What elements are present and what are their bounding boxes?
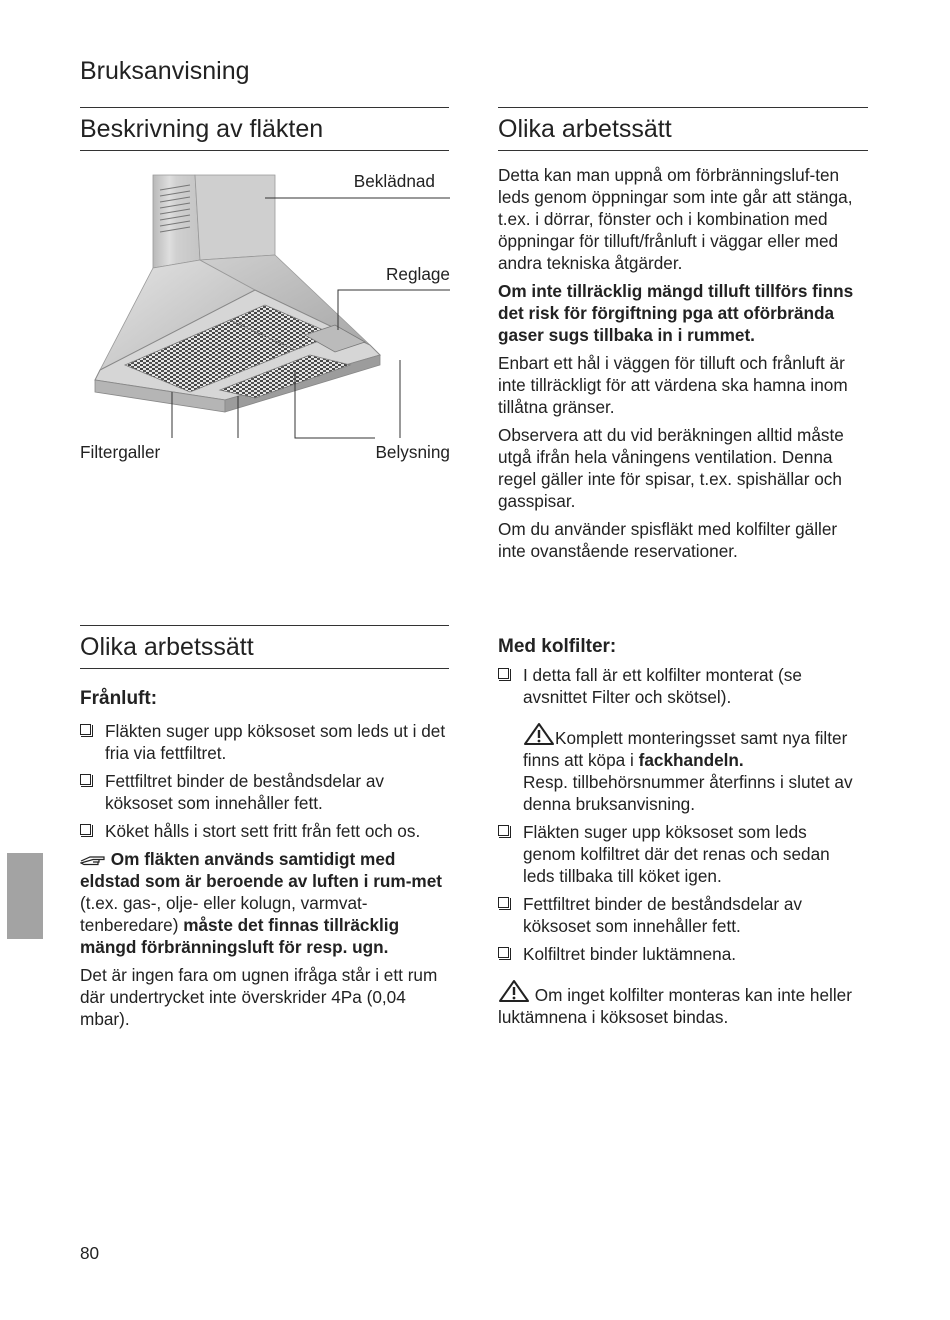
section-title-description: [80, 107, 449, 151]
paragraph: Observera att du vid beräkningen alltid måste utgå ifrån hela våningens ventilation. Denna regel gäller inte för spisar, t.ex. spishällar och gasspisar.: [498, 425, 844, 511]
pressure-paragraph: Det är ingen fara om ugnen ifråga står i ett rum där undertrycket inte överskrider 4Pa (0,04 mbar).: [80, 965, 438, 1029]
checkbox-bullet-icon: [80, 824, 91, 835]
list-item: Kolfiltret binder luktämnena.: [498, 943, 864, 965]
range-hood-diagram: [80, 160, 450, 470]
paragraph: Enbart ett hål i väggen för tilluft och frånluft är inte tillräckligt för att värdena ska hamna inom tillåtna gränser.: [498, 353, 848, 417]
chapter-tab: [7, 853, 43, 939]
list-item: Köket hålls i stort sett fritt från fett och os.: [80, 820, 450, 842]
warning-note: Komplett monteringsset samt nya filter finns att köpa i fackhandeln. Resp. tillbehörsnummer återfinns i slutet av denna bruksanvisning.: [498, 722, 864, 815]
checkbox-bullet-icon: [80, 774, 91, 785]
paragraph: Om du använder spisfläkt med kolfilter gäller inte ovanstående reservationer.: [498, 519, 838, 561]
section-title-text: Olika arbetssätt: [80, 633, 254, 661]
section-title-text: Beskrivning av fläkten: [80, 115, 324, 143]
paragraph: Detta kan man uppnå om förbränningsluf-ten leds genom öppningar som inte går att stänga, t.ex. i dörrar, fönster och i kombination med öppningar för tilluft/frånluft i väggar eller med andra tekniska åtgärder.: [498, 165, 853, 273]
label-reglage: Reglage: [385, 264, 450, 284]
range-hood-illustration: [80, 160, 450, 470]
list-item: Fettfiltret binder de beståndsdelar av köksoset som innehåller fett.: [80, 770, 450, 814]
warning-triangle-icon: [523, 722, 555, 746]
label-beklaednad: Beklädnad: [353, 171, 435, 191]
left-column-body: [80, 688, 450, 1036]
section-title-text: Olika arbetssätt: [498, 115, 672, 143]
pointing-hand-icon: [80, 853, 106, 867]
list-item: Fläkten suger upp köksoset som leds genom kolfiltret där det renas och sedan leds tillbaka till köket igen.: [498, 821, 864, 887]
warning-note: Om inget kolfilter monteras kan inte heller luktämnena i köksoset bindas.: [498, 979, 864, 1028]
checkbox-bullet-icon: [498, 897, 509, 908]
ventilation-note: Om fläkten används samtidigt med eldstad som är beroende av luften i rum-met (t.ex. gas-, olje- eller kolugn, varmvat-tenberedare) måste det finnas tillräcklig mängd förbränningsluft för resp. ugn.: [80, 849, 442, 957]
section-title-operation-left: [80, 625, 449, 669]
right-column-upper: [498, 164, 864, 568]
label-belysning: Belysning: [375, 442, 450, 462]
page-number: 80: [80, 1243, 100, 1263]
checkbox-bullet-icon: [498, 825, 509, 836]
franluft-heading: Frånluft:: [80, 688, 158, 709]
checkbox-bullet-icon: [498, 947, 509, 958]
page-title: Bruksanvisning: [80, 57, 250, 85]
list-item: Fläkten suger upp köksoset som leds ut i det fria via fettfiltret.: [80, 720, 450, 764]
checkbox-bullet-icon: [498, 668, 509, 679]
list-item: Fettfiltret binder de beståndsdelar av köksoset som innehåller fett.: [498, 893, 864, 937]
list-item: I detta fall är ett kolfilter monterat (se avsnittet Filter och skötsel).: [498, 664, 864, 708]
label-filtergaller: Filtergaller: [80, 442, 161, 462]
checkbox-bullet-icon: [80, 724, 91, 735]
warning-triangle-icon: [498, 979, 530, 1003]
section-title-operation-right: [498, 107, 868, 151]
right-column-lower: [498, 636, 864, 1034]
kolfilter-heading: Med kolfilter:: [498, 636, 617, 657]
warning-paragraph: Om inte tillräcklig mängd tilluft tillförs finns det risk för förgiftning pga att oförbrända gaser sugs tillbaka in i rummet.: [498, 281, 854, 345]
